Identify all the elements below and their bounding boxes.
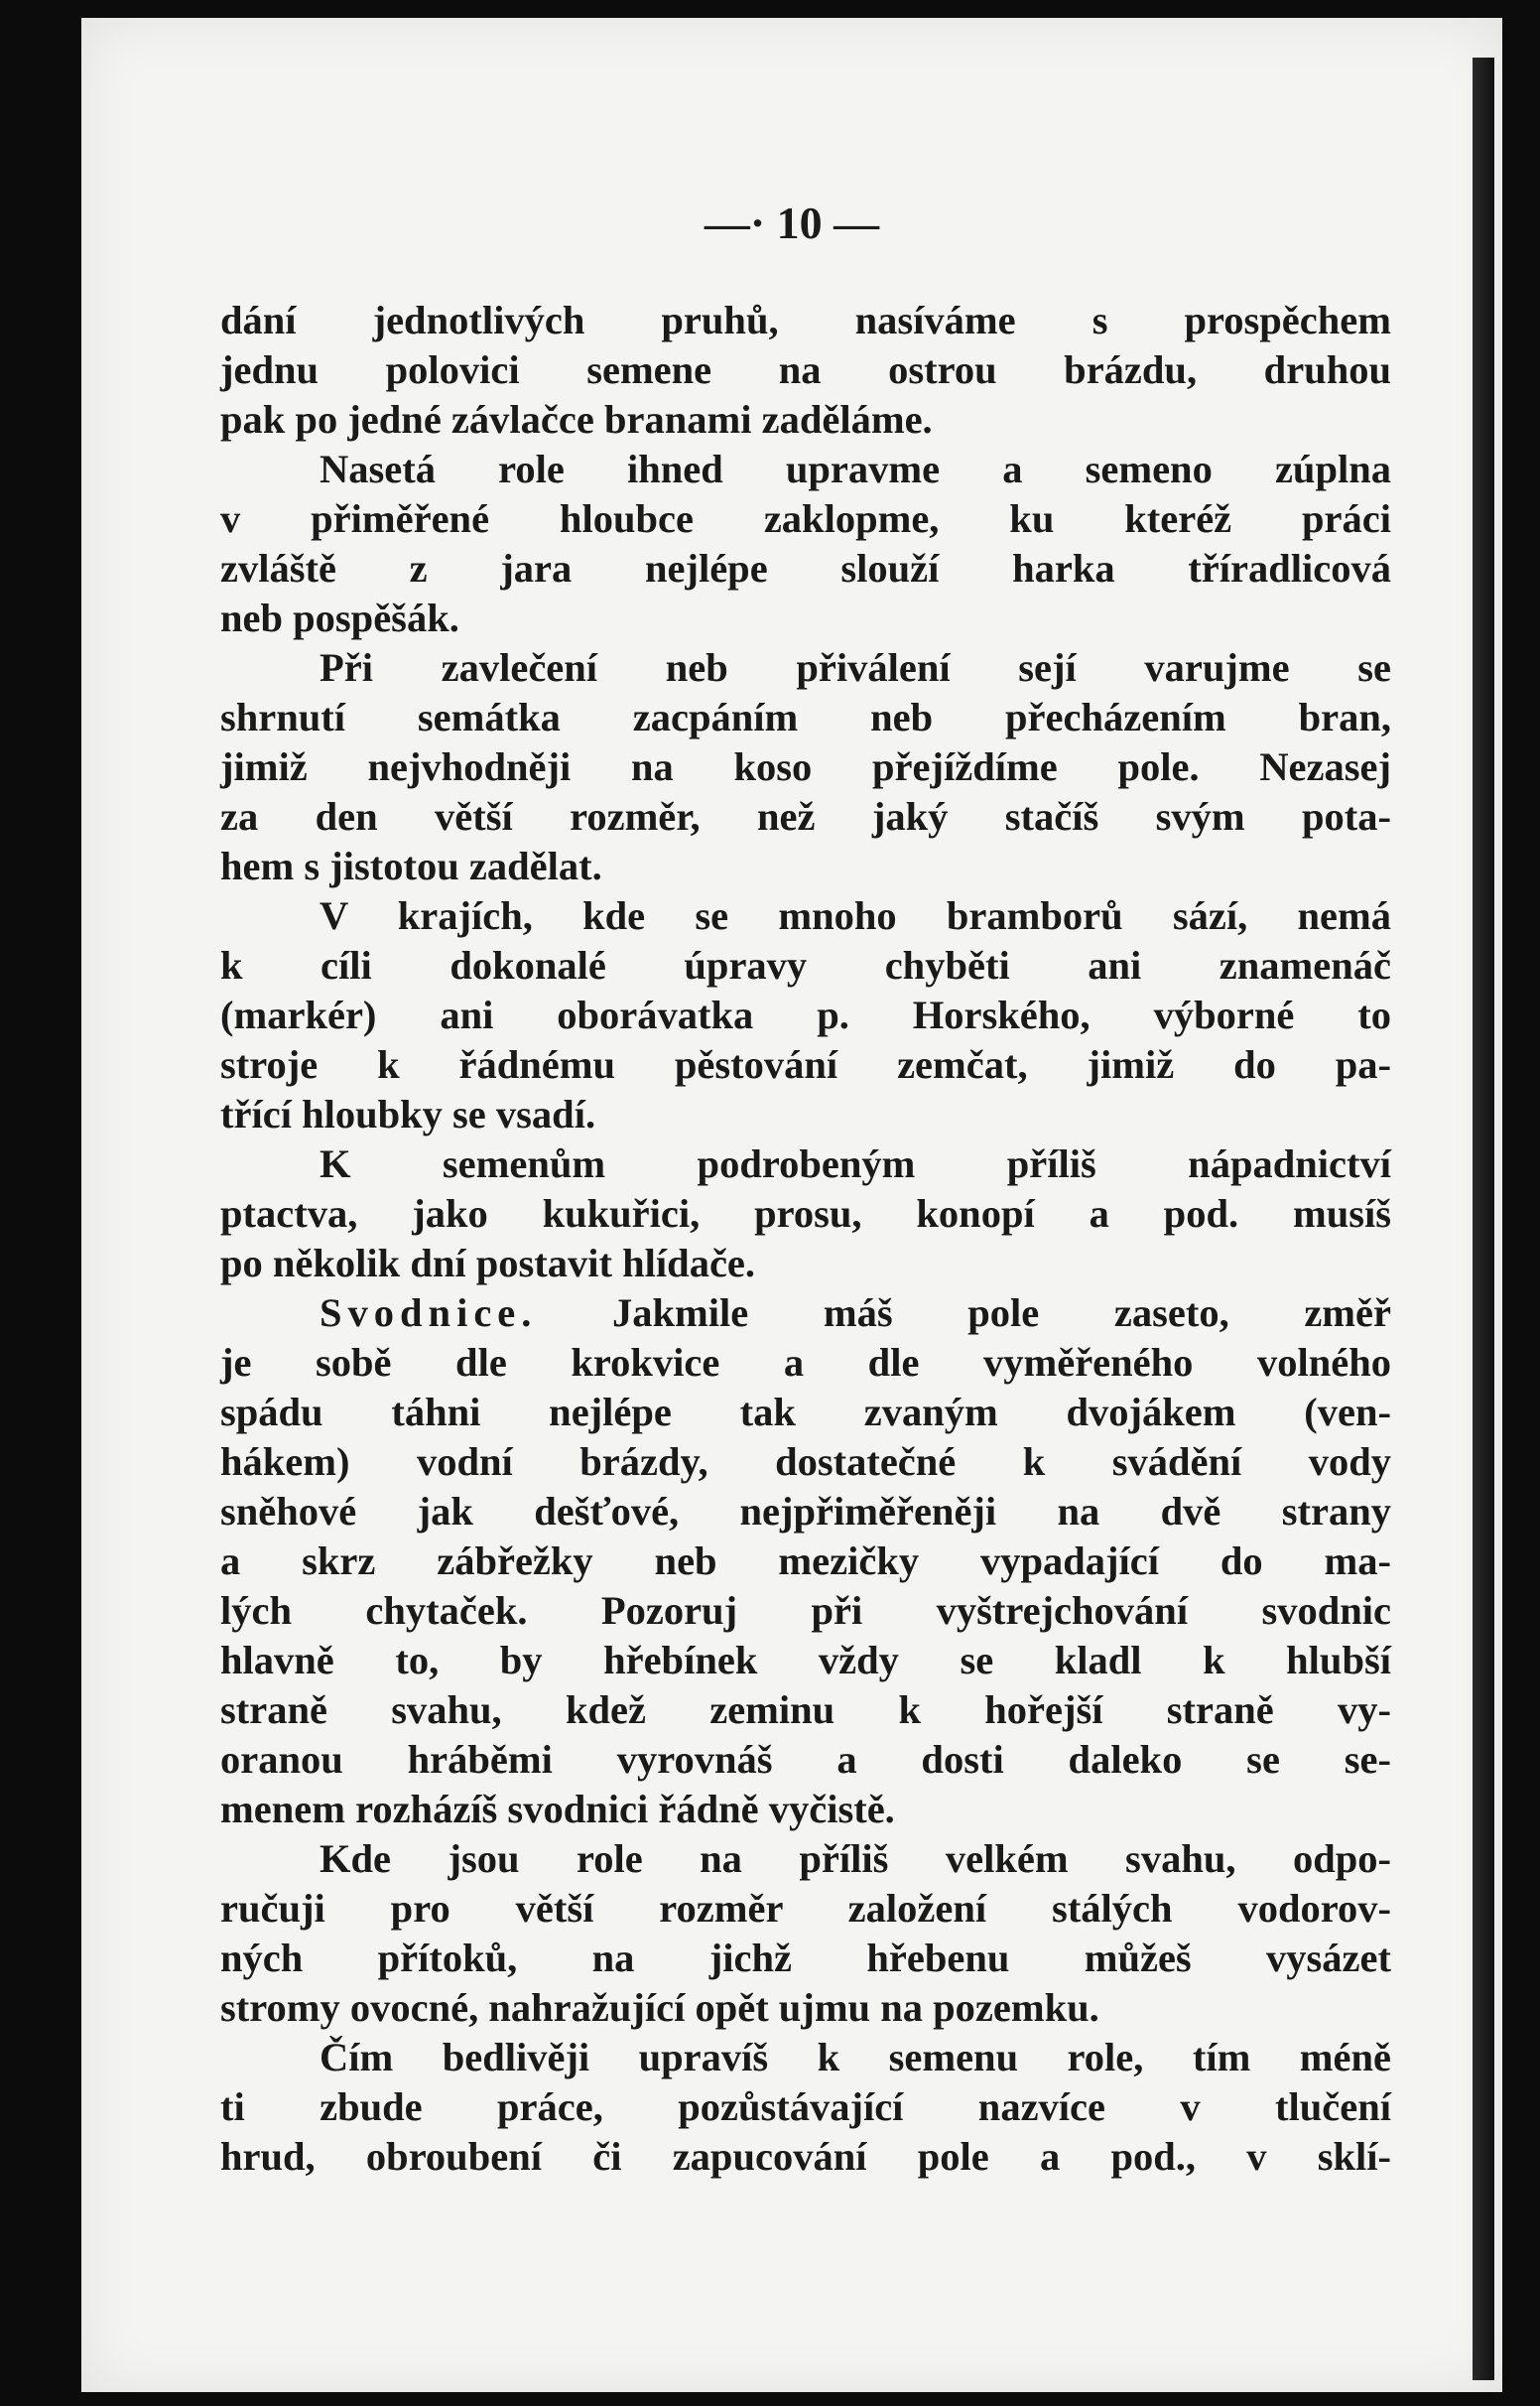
text-line: stroje k řádnému pěstování zemčat, jimiž do pa-	[220, 1042, 1391, 1087]
text-line: oranou hráběmi vyrovnáš a dosti daleko se se-	[220, 1737, 1391, 1782]
text-line: Při zavlečení neb přiválení sejí varujme se	[320, 645, 1391, 690]
text-line: je sobě dle krokvice a dle vyměřeného volného	[220, 1340, 1391, 1385]
text-line: menem rozházíš svodnici řádně vyčistě.	[220, 1787, 895, 1831]
text-line: stromy ovocné, nahražující opět ujmu na pozemku.	[220, 1985, 1099, 2030]
text-line: K semenům podrobeným příliš nápadnictví	[320, 1141, 1391, 1186]
text-line: Čím bedlivěji upravíš k semenu role, tím méně	[320, 2035, 1391, 2079]
text-line: ti zbude práce, pozůstávající nazvíce v tlučení	[220, 2084, 1391, 2129]
text-line: pak po jedné závlačce branami zaděláme.	[220, 397, 933, 442]
text-line: Svodnice. Jakmile máš pole zaseto, změř	[320, 1290, 1391, 1335]
text-line: k cíli dokonalé úpravy chyběti ani znamenáč	[220, 943, 1391, 988]
text-line: v přiměřené hloubce zaklopme, ku kteréž práci	[220, 496, 1391, 541]
text-line: hrud, obroubení či zapucování pole a pod., v sklí-	[220, 2134, 1391, 2179]
text-line: lých chytaček. Pozoruj při vyštrejchování svodnic	[220, 1588, 1391, 1633]
text-line: ručuji pro větší rozměr založení stálých vodorov-	[220, 1886, 1391, 1931]
text-line: shrnutí semátka zacpáním neb přecházením bran,	[220, 695, 1391, 739]
text-line: (markér) ani oborávatka p. Horského, výborné to	[220, 993, 1391, 1037]
text-line: třící hloubky se vsadí.	[220, 1092, 596, 1136]
text-line: hlavně to, by hřebínek vždy se kladl k hlubší	[220, 1638, 1391, 1682]
text-line: straně svahu, kdež zeminu k hořejší straně vy-	[220, 1687, 1391, 1732]
text-line: sněhové jak dešťové, nejpřiměřeněji na dvě strany	[220, 1489, 1391, 1534]
body-text	[220, 296, 1391, 2182]
text-line: spádu táhni nejlépe tak zvaným dvojákem (ven-	[220, 1390, 1391, 1434]
page-edge-shadow	[1473, 58, 1494, 2380]
text-line: jednu polovici semene na ostrou brázdu, druhou	[220, 347, 1391, 392]
text-line: po několik dní postavit hlídače.	[220, 1241, 756, 1285]
text-line: a skrz zábřežky neb mezičky vypadající do ma-	[220, 1538, 1391, 1583]
text-line: dání jednotlivých pruhů, nasíváme s prospěchem	[220, 298, 1391, 342]
text-line: Kde jsou role na příliš velkém svahu, odpo-	[320, 1836, 1391, 1881]
text-line: hákem) vodní brázdy, dostatečné k svádění vody	[220, 1439, 1391, 1484]
text-line: jimiž nejvhodněji na koso přejíždíme pole. Nezasej	[220, 744, 1391, 789]
text-line: ných přítoků, na jichž hřebenu můžeš vysázet	[220, 1936, 1391, 1980]
book-page	[81, 18, 1502, 2392]
text-line: za den větší rozměr, než jaký stačíš svým pota-	[220, 794, 1391, 839]
text-line: zvláště z jara nejlépe slouží harka tříradlicová	[220, 546, 1391, 591]
text-line: neb pospěšák.	[220, 596, 459, 640]
text-line: hem s jistotou zadělat.	[220, 844, 602, 888]
page-number: —· 10 —	[704, 198, 880, 248]
text-line: V krajích, kde se mnoho bramborů sází, nemá	[320, 893, 1391, 938]
text-line: Nasetá role ihned upravme a semeno zúplna	[320, 447, 1391, 491]
spaced-heading-word: Svodnice.	[320, 1290, 538, 1335]
text-line: ptactva, jako kukuřici, prosu, konopí a pod. musíš	[220, 1191, 1391, 1236]
